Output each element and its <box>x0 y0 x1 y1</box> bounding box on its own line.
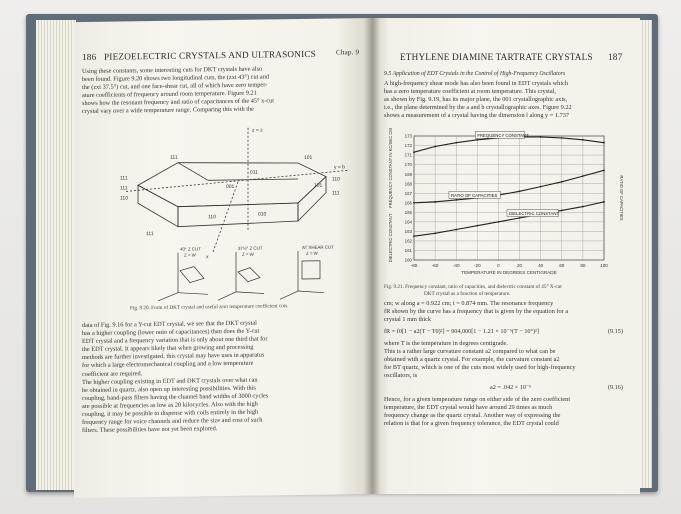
text-line: the EDT crystal. It appears likely that when growing and processing <box>82 343 254 354</box>
data-point <box>561 181 563 183</box>
y-tick-label: 161 <box>404 248 412 254</box>
text-line: has a zero temperature coefficient at room temperature. This crystal, <box>384 88 556 96</box>
left-figure-caption: Fig. 9.20. Form of DKT crystal and useful zero temperature coefficient cuts. <box>130 303 289 312</box>
text-line: The higher coupling existing in EDT and DKT crystals over what can <box>82 376 258 386</box>
cut-label: Z = W <box>242 251 254 257</box>
data-point <box>455 199 457 201</box>
crystal-figure <box>118 120 358 303</box>
right-running-head: ETHYLENE DIAMINE TARTRATE CRYSTALS <box>400 52 593 62</box>
left-paragraph-bottom <box>82 318 366 435</box>
left-page-number: 186 <box>82 51 97 63</box>
face-label: 111 <box>146 231 154 238</box>
text-line: coupling, band-pass filters having the channel band widths of 3000 cycles <box>82 392 269 402</box>
right-paragraph-mid <box>384 300 636 324</box>
cut-label: 37½° Z CUT <box>238 245 263 251</box>
text-line: cm; w along a = 0.922 cm; t = 0.874 mm. The resonance frequency <box>384 300 554 307</box>
text-line: EDT crystal and a frequency variation that is only about one third that for <box>82 335 268 346</box>
data-point <box>413 151 415 153</box>
right-page-number: 187 <box>608 52 623 62</box>
data-point <box>476 225 478 227</box>
plot-frame <box>414 136 604 260</box>
right-paragraph-mid2 <box>384 340 636 380</box>
y-axis-title-top: FREQUENCY CONSTANT IN KC/SEC CM <box>388 128 393 208</box>
data-point <box>603 201 605 203</box>
y-tick-label: 160 <box>404 257 412 263</box>
data-point <box>540 186 542 188</box>
data-point <box>519 190 521 192</box>
left-page <box>74 18 372 498</box>
data-point <box>603 169 605 171</box>
text-line: been found. Figure 9.20 shows two longitudinal cuts, the (zxt 43°) cut and <box>82 73 270 84</box>
right-paragraph-bottom <box>384 396 636 428</box>
text-line: be obtained in quartz, also open up interesting possibilities. With this <box>82 384 256 394</box>
text-line: oscillators, is <box>384 372 418 380</box>
face-label: 110 <box>120 195 128 202</box>
text-line: crystal 1 mm thick <box>384 316 432 324</box>
data-point <box>413 202 415 204</box>
x-tick-label: 0 <box>497 263 500 268</box>
y-tick-label: 164 <box>404 219 412 225</box>
text-line: shows a measurement of a crystal having the dimension l along y = 1.737 <box>384 112 570 120</box>
data-point <box>561 137 563 139</box>
data-point <box>434 201 436 203</box>
x-tick-label: 40 <box>538 263 544 268</box>
text-line: i.e., the plane determined by the a and b crystallographic axes. Figure 9.22 <box>384 104 572 112</box>
caption-line: DKT crystal as a function of temperature. <box>424 290 511 297</box>
equation-2: a2 = .042 × 10⁻⁶ <box>490 384 532 391</box>
text-line: ature coefficients of frequency around room temperature. Figure 9.21 <box>82 89 257 100</box>
text-line: has a higher coupling (lower ratio of capacitances) than does the Y-cut <box>82 327 260 338</box>
face-label: 010 <box>258 211 267 218</box>
y-axis-title-right: RATIO OF CAPACITIES <box>619 175 624 221</box>
y-tick-label: 162 <box>404 238 412 244</box>
y-tick-label: 168 <box>404 181 412 187</box>
text-line: coefficient are required. <box>82 369 143 378</box>
y-tick-label: 172 <box>404 143 412 149</box>
series-label: RATIO OF CAPACITIES <box>450 192 498 198</box>
face-label: 011 <box>250 169 258 176</box>
y-tick-label: 163 <box>404 228 412 234</box>
text-line: methods are further investigated, this crystal may have uses in apparatus <box>82 351 265 362</box>
data-point <box>582 206 584 208</box>
text-line: where T is the temperature in degrees centigrade. <box>384 340 508 347</box>
series-label: DIELECTRIC CONSTANT <box>509 211 560 217</box>
text-line: filters. These possibilities have not yet been explored. <box>82 425 218 435</box>
section-heading: 9.5 Application of EDT Crystals in the Control of High-Frequency Oscillators <box>384 71 566 77</box>
text-line: frequency change as the quartz crystal. Another way of expressing the <box>384 412 561 420</box>
x-tick-label: 20 <box>516 263 523 268</box>
data-point <box>455 142 457 144</box>
text-line: are possible at frequencies as low as 20 kilocycles. Also with the high <box>82 400 258 410</box>
y-tick-label: 171 <box>404 152 412 158</box>
cut-label: AT SHEAR CUT <box>302 244 334 250</box>
text-line: frequency range for voice channels and reduce the size and cost of such <box>82 416 263 427</box>
data-point <box>603 142 605 144</box>
book-gutter <box>364 18 380 494</box>
text-line: Hence, for a given temperature range on either side of the zero coefficient <box>384 396 571 403</box>
text-line: for BT quartz, which is one of the cuts most widely used for high-frequency <box>384 364 576 372</box>
cut-label: Z = W <box>306 250 318 256</box>
text-line: data of Fig. 9.16 for a Y-cut EDT crystal, we see that the DKT crystal <box>82 319 257 330</box>
data-point <box>434 232 436 234</box>
data-point <box>561 210 563 212</box>
text-line: coupling, it may be possible to dispense with coils entirely in the high <box>82 408 259 419</box>
x-tick-label: -60 <box>431 263 439 268</box>
text-line: as shown by Fig. 9.19, has its major plane, the 001 crystallographic axis, <box>384 96 568 104</box>
left-running-head: PIEZOELECTRIC CRYSTALS AND ULTRASONICS <box>104 48 316 62</box>
x-axis-title: TEMPERATURE IN DEGREES CENTIGRADE <box>461 270 557 275</box>
equation-1-number: (9.15) <box>608 328 623 335</box>
face-label: 101 <box>314 182 323 189</box>
data-point <box>476 139 478 141</box>
left-page-edges <box>36 20 76 490</box>
text-line: shows how the resonant frequency and ratio of capacitances of the 45° x-cut <box>82 97 275 108</box>
data-point <box>498 221 500 223</box>
face-label: 111 <box>120 185 128 192</box>
data-point <box>455 229 457 231</box>
cut-label: 40° Z CUT <box>180 246 201 252</box>
y-axis-title-bottom: DIELECTRIC CONSTANT <box>388 213 393 263</box>
caption-line: Fig. 9.21. Frequency constant, ratio of capacities, and dielectric constant of 45° X-cut <box>384 284 562 290</box>
y-tick-label: 166 <box>404 200 412 206</box>
face-label: 101 <box>304 154 313 161</box>
equation-2-number: (9.16) <box>608 384 623 391</box>
face-label: 110 <box>332 176 340 183</box>
x-tick-label: 60 <box>559 263 565 268</box>
face-label: 111 <box>332 190 340 197</box>
x-tick-label: 80 <box>580 263 586 268</box>
series-line <box>414 202 604 236</box>
series-label: FREQUENCY CONSTANT <box>477 132 529 138</box>
text-line: A high-frequency shear mode has also been found in EDT crystals which <box>384 80 569 87</box>
face-label: 111 <box>120 175 128 182</box>
cut-label: Z = W <box>184 252 196 258</box>
frequency-chart <box>382 128 632 284</box>
data-point <box>582 139 584 141</box>
left-chapter: Chap. 9 <box>336 48 360 57</box>
data-point <box>540 136 542 138</box>
y-tick-label: 169 <box>404 171 412 177</box>
x-tick-label: -40 <box>452 263 460 268</box>
text-line: temperature, the EDT crystal would have around 29 times as much <box>384 404 553 412</box>
left-paragraph-top <box>82 64 366 117</box>
series-line <box>414 170 604 203</box>
data-point <box>519 217 521 219</box>
text-line: relation is that for a given frequency tolerance, the EDT crystal could <box>384 420 559 428</box>
face-label: 001 <box>226 183 235 191</box>
text-line: obtained with a quartz crystal. For example, the curvature constant a2 <box>384 356 560 364</box>
series-line <box>414 137 604 152</box>
y-tick-label: 167 <box>404 190 412 196</box>
y-tick-label: 173 <box>404 133 412 139</box>
right-figure-caption <box>384 284 636 297</box>
data-point <box>582 175 584 177</box>
data-point <box>434 146 436 148</box>
text-line: fR shown by the curve has a frequency that is given by the equation for a <box>384 308 569 316</box>
x-tick-label: -80 <box>410 263 418 268</box>
z-axis-label: z = z <box>252 127 263 134</box>
y-axis-label: y = b <box>334 164 345 171</box>
equation-1: fR = f0[1 − a2(T − T0)²] = 904,000[1 − 1.21 × 10⁻⁶(T − 10°)²] <box>384 328 539 335</box>
text-line: Using these constants, some interesting cuts for DKT crystals have also <box>82 65 263 76</box>
right-paragraph-top <box>384 80 636 120</box>
text-line: for which a large electromechanical coupling and a low temperature <box>82 360 254 370</box>
face-label: 110 <box>208 214 216 221</box>
right-page <box>372 18 640 494</box>
x-tick-label: 100 <box>600 263 608 268</box>
y-tick-label: 165 <box>404 209 412 215</box>
x-axis-label: x <box>206 254 209 261</box>
y-tick-label: 170 <box>404 162 412 168</box>
face-label: 111 <box>170 154 178 161</box>
text-line: the (zxt 37.5°) cut, and one face-shear cut, all of which have zero temper- <box>82 81 268 92</box>
text-line: This is a rather large curvature constant a2 compared to what can be <box>384 348 556 356</box>
x-tick-label: -20 <box>474 263 481 268</box>
data-point <box>413 235 415 237</box>
text-line: crystal vary over a wide temperature range. Comparing this with the <box>82 106 254 116</box>
